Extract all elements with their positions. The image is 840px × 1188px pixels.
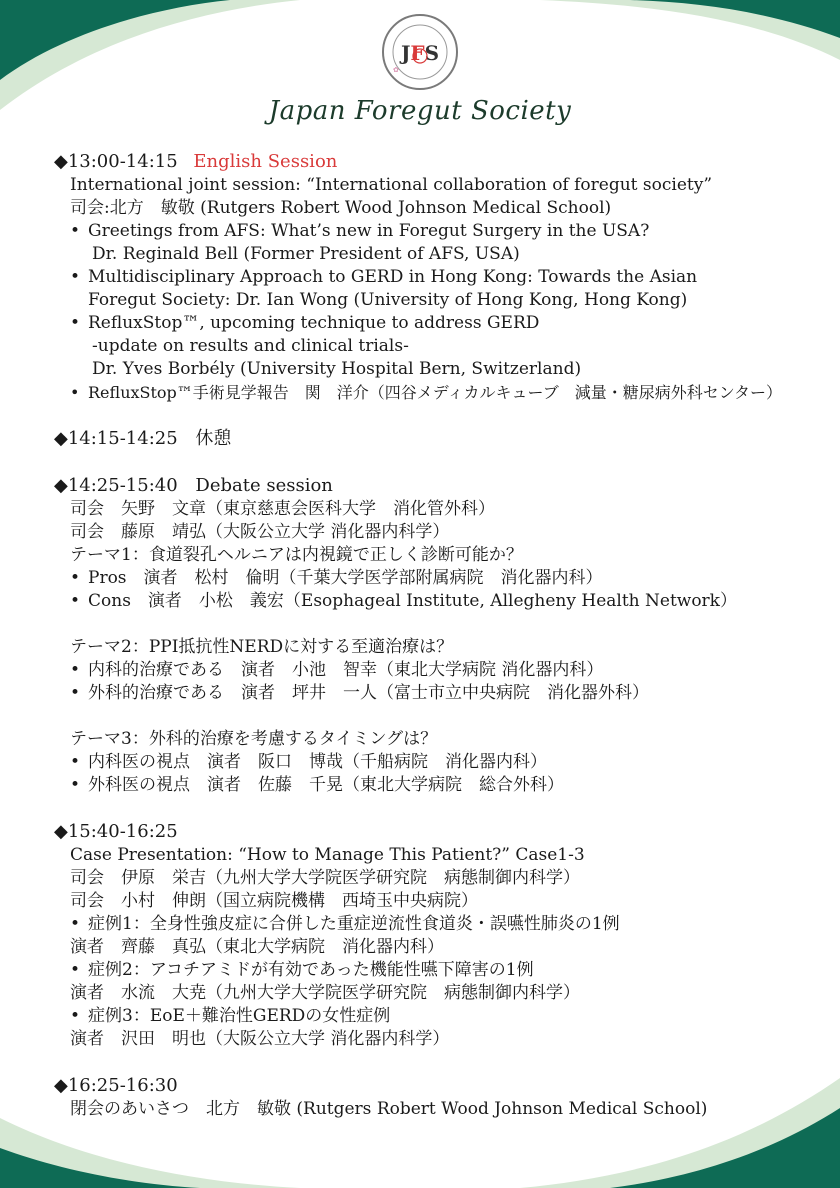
session-3-heading [54, 474, 824, 498]
chair-line: 司会 小村 伸朗（国立病院機構 西埼玉中央病院） [70, 891, 478, 911]
session-5-heading: ◆16:25-16:30 [54, 1075, 178, 1096]
list-item-detail: Foregut Society: Dr. Ian Wong (University of Hong Kong, Hong Kong) [88, 290, 688, 310]
program-content [54, 150, 824, 1121]
list-item: • 内科的治療である 演者 小池 智幸（東北大学病院 消化器内科） [70, 660, 604, 680]
session-time: ◆14:15-14:25 [54, 428, 178, 449]
list-item-detail: Dr. Yves Borbély (University Hospital Bern, Switzerland) [92, 359, 582, 379]
speaker-line: 演者 齊藤 真弘（東北大学病院 消化器内科） [70, 937, 444, 957]
list-item: • 症例2：アコチアミドが有効であった機能性嚥下障害の1例 [70, 960, 534, 980]
list-item: • 外科的治療である 演者 坪井 一人（富士市立中央病院 消化器外科） [70, 683, 649, 703]
closing-line: 閉会のあいさつ 北方 敏敬 (Rutgers Robert Wood Johnson Medical School) [70, 1099, 708, 1119]
session-intro: Case Presentation: “How to Manage This Patient?” Case1-3 [70, 845, 585, 865]
svg-text:✿: ✿ [393, 66, 399, 74]
session-title: Debate session [195, 475, 333, 496]
speaker-line: 演者 水流 大尭（九州大学大学院医学研究院 病態制御内科学） [70, 983, 580, 1003]
list-item: • Cons 演者 小松 義宏（Esophageal Institute, Allegheny Health Network） [70, 591, 737, 611]
list-item: • 症例3：EoE＋難治性GERDの女性症例 [70, 1006, 391, 1026]
society-logo [380, 12, 460, 92]
list-item-detail: Dr. Reginald Bell (Former President of AFS, USA) [92, 244, 520, 264]
list-item: • RefluxStop™, upcoming technique to address GERD [70, 313, 540, 333]
chair-line: 司会:北方 敏敬 (Rutgers Robert Wood Johnson Medical School) [70, 198, 612, 218]
brand-title: Japan Foregut Society [268, 96, 572, 126]
list-item-detail: -update on results and clinical trials- [92, 336, 409, 356]
chair-line: 司会 矢野 文章（東京慈恵会医科大学 消化管外科） [70, 499, 495, 519]
list-item: • 症例1：全身性強皮症に合併した重症逆流性食道炎・誤嚥性肺炎の1例 [70, 914, 620, 934]
theme-heading: テーマ3：外科的治療を考慮するタイミングは？ [70, 729, 438, 749]
chair-line: 司会 藤原 靖弘（大阪公立大学 消化器内科学） [70, 522, 450, 542]
session-title: English Session [193, 151, 338, 172]
theme-heading: テーマ1：食道裂孔ヘルニアは内視鏡で正しく診断可能か？ [70, 545, 523, 565]
session-time: ◆13:00-14:15 [54, 151, 178, 172]
header [0, 0, 840, 140]
session-title: 休憩 [195, 428, 232, 449]
theme-heading: テーマ2：PPI抵抗性NERDに対する至適治療は？ [70, 637, 454, 657]
session-4-heading: ◆15:40-16:25 [54, 821, 178, 842]
list-item: • 外科医の視点 演者 佐藤 千晃（東北大学病院 総合外科） [70, 775, 564, 795]
session-1-heading [54, 150, 824, 174]
list-item: • Multidisciplinary Approach to GERD in Hong Kong: Towards the Asian [70, 267, 698, 287]
list-item: • Pros 演者 松村 倫明（千葉大学医学部附属病院 消化器内科） [70, 568, 603, 588]
list-item: • Greetings from AFS: What’s new in Foregut Surgery in the USA? [70, 221, 650, 241]
session-2-heading [54, 427, 824, 451]
session-time: ◆14:25-15:40 [54, 475, 178, 496]
list-item: • RefluxStop™手術見学報告 関 洋介（四谷メディカルキューブ 減量・糖尿病外科センター） [70, 383, 783, 402]
chair-line: 司会 伊原 栄吉（九州大学大学院医学研究院 病態制御内科学） [70, 868, 580, 888]
list-item: • 内科医の視点 演者 阪口 博哉（千船病院 消化器内科） [70, 752, 547, 772]
speaker-line: 演者 沢田 明也（大阪公立大学 消化器内科学） [70, 1029, 450, 1049]
svg-text:JFS: JFS [400, 41, 440, 65]
session-intro: International joint session: “International collaboration of foregut society” [70, 175, 713, 195]
